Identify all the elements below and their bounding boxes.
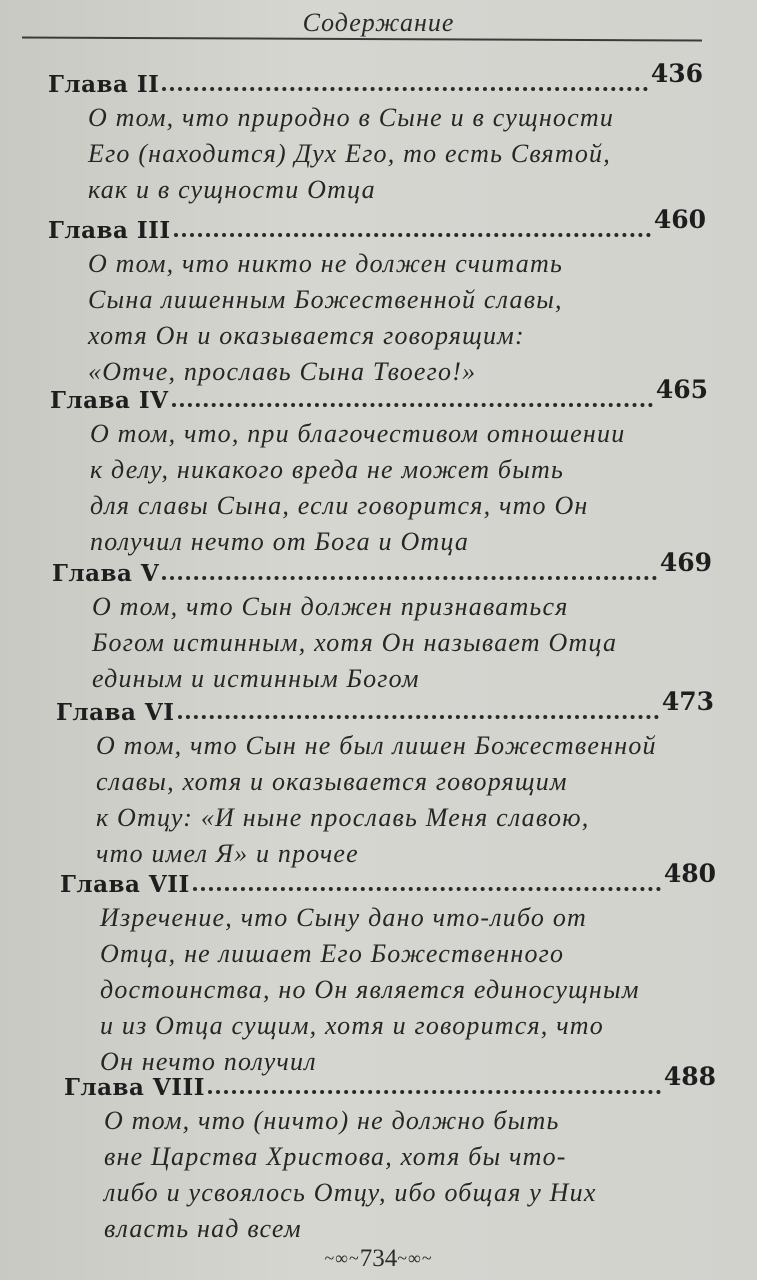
description-line: к делу, никакого вреда не может быть <box>90 455 565 484</box>
chapter-description <box>88 246 706 390</box>
page-number: 480 <box>663 859 716 888</box>
chapter-description <box>88 100 703 208</box>
dot-leader <box>208 1090 661 1094</box>
description-line: О том, что, при благочестивом отношении <box>90 419 626 448</box>
description-line: О том, что Сын должен признаваться <box>92 592 569 621</box>
description-line: Он нечто получил <box>100 1047 317 1076</box>
description-line: вне Царства Христова, хотя бы что- <box>104 1142 567 1171</box>
toc-entry <box>56 687 714 872</box>
folio-number: 734 <box>359 1245 398 1272</box>
dot-leader <box>162 576 657 580</box>
description-line: «Отче, прославь Сына Твоего!» <box>88 357 477 386</box>
toc-entry <box>48 205 706 390</box>
description-line: Изречение, что Сыну дано что-либо от <box>100 903 588 932</box>
left-ornament: ~∞~ <box>324 1248 360 1268</box>
page-number: 460 <box>653 205 706 234</box>
description-line: О том, что природно в Сыне и в сущности <box>88 103 615 132</box>
description-line: что имел Я» и прочее <box>96 839 359 868</box>
dot-leader <box>178 715 659 719</box>
chapter-description <box>104 1103 716 1247</box>
chapter-label: Глава III <box>48 217 171 244</box>
toc-entry <box>64 1062 716 1247</box>
page-number: 465 <box>655 375 708 404</box>
chapter-label: Глава V <box>52 560 160 587</box>
chapter-label: Глава II <box>48 71 160 98</box>
description-line: Богом истинным, хотя Он называет Отца <box>92 628 618 657</box>
toc-entry <box>48 59 703 208</box>
chapter-description <box>96 728 714 872</box>
toc-entry <box>60 859 716 1080</box>
running-head: Содержание <box>302 8 455 37</box>
description-line: к Отцу: «И ныне прославь Меня славою, <box>96 803 590 832</box>
description-line: хотя Он и оказывается говорящим: <box>88 321 525 350</box>
page-number: 436 <box>650 59 703 88</box>
description-line: либо и усвоялось Отцу, ибо общая у Них <box>104 1178 597 1207</box>
description-line: О том, что никто не должен считать <box>88 249 563 278</box>
page-folio <box>0 1245 757 1273</box>
right-ornament: ~∞~ <box>397 1248 433 1268</box>
description-line: получил нечто от Бога и Отца <box>90 527 470 556</box>
chapter-label: Глава VII <box>60 871 190 898</box>
toc-entry <box>52 548 712 697</box>
dot-leader <box>162 87 647 91</box>
chapter-description <box>100 900 716 1080</box>
description-line: власть над всем <box>104 1214 302 1243</box>
dot-leader <box>193 887 661 891</box>
description-line: О том, что (ничто) не должно быть <box>104 1106 560 1135</box>
description-line: и из Отца сущим, хотя и говорится, что <box>100 1011 604 1040</box>
description-line: Его (находится) Дух Его, то есть Святой, <box>88 139 611 168</box>
description-line: достоинства, но Он является единосущным <box>100 975 640 1004</box>
page-number: 488 <box>663 1062 716 1091</box>
toc-entry <box>50 375 708 560</box>
dot-leader <box>172 403 653 407</box>
chapter-label: Глава IV <box>50 387 169 414</box>
dot-leader <box>174 233 651 237</box>
chapter-description <box>92 589 712 697</box>
chapter-label: Глава VI <box>56 699 175 726</box>
page-number: 469 <box>659 548 712 577</box>
chapter-label: Глава VIII <box>64 1074 206 1101</box>
description-line: для славы Сына, если говорится, что Он <box>90 491 589 520</box>
description-line: славы, хотя и оказывается говорящим <box>96 767 568 796</box>
description-line: единым и истинным Богом <box>92 664 420 693</box>
chapter-description <box>90 416 708 560</box>
page-number: 473 <box>661 687 714 716</box>
description-line: О том, что Сын не был лишен Божественной <box>96 731 657 760</box>
description-line: Отца, не лишает Его Божественного <box>100 939 565 968</box>
description-line: как и в сущности Отца <box>88 175 376 204</box>
description-line: Сына лишенным Божественной славы, <box>88 285 563 314</box>
